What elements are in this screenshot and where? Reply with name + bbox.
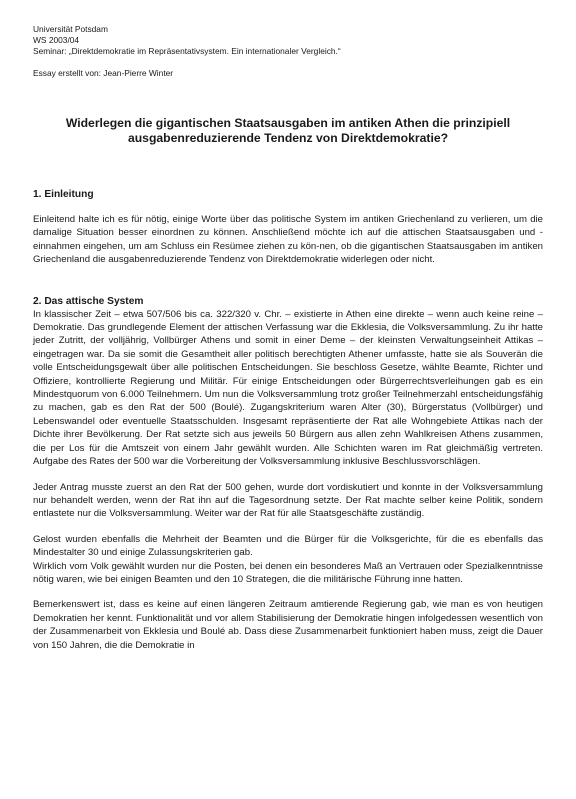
paragraph-attisches-system-2: Jeder Antrag musste zuerst an den Rat der 500 gehen, wurde dort vordiskutiert und konnte in der Volksversammlung nur behandelt werden, wenn der Rat ihn auf die Tagesordnung setzte. Der Rat machte selber keine Politik, sondern entlastete nur die Volksversammlung. Weiter war der Rat für alle Staatsgeschäfte zuständig. [33,481,543,520]
section-heading-einleitung: 1. Einleitung [33,189,94,200]
seminar-title: Seminar: „Direktdemokratie im Repräsentativsystem. Ein internationaler Vergleich.“ [33,46,341,56]
author-line: Essay erstellt von: Jean-Pierre Winter [33,68,174,78]
paragraph-attisches-system-4: Wirklich vom Volk gewählt wurden nur die Posten, bei denen ein besonderes Maß an Vertrauen oder Spezialkenntnisse nötig waren, wie bei einigen Beamten und den 10 Strategen, die die militärische Führung inne hatten. [33,560,543,585]
header-block [33,24,543,79]
essay-title: Widerlegen die gigantischen Staatsausgaben im antiken Athen die prinzipiell ausgabenreduzierende Tendenz von Direktdemokratie? [65,116,511,145]
semester-label: WS 2003/04 [33,35,80,45]
paragraph-attisches-system-5: Bemerkenswert ist, dass es keine auf einen längeren Zeitraum amtierende Regierung gab, wie man es von heutigen Demokratien her kennt. Funktionalität und vor allem Stabilisierung der Demokratie hingen infolgedessen wesentlich von der Zusammenarbeit von Ekklesia und Boulé ab. Dass diese Zusammenarbeit funktioniert haben muss, zeigt die Dauer von 150 Jahren, die die Demokratie in [33,599,543,651]
paragraph-attisches-system-1: In klassischer Zeit – etwa 507/506 bis ca. 322/320 v. Chr. – existierte in Athen eine direkte – wenn auch keine reine – Demokratie. Das grundlegende Element der attischen Verfassung war die Ekklesia, die Volksversammlung. Zu ihr hatte jeder Zutritt, der volljährig, Vollbürger Athens und somit in einer Deme – der kleinsten Verwaltungseinheit Attikas – eingetragen war. Da sie somit die Gesamtheit aller politisch berechtigten Athener umfasste, hatte sie als Souverän die volle Entscheidungsgewalt über alle politischen Entscheidungen. Sie beschloss Gesetze, wählte Beamte, Richter und Offiziere, kontrollierte Regierung und Militär. Für einige Entscheidungen oder Bürgerrechtsverleihungen gab es ein Mindestquorum von 6.000 Teilnehmern. Um nun die Volksversammlung trotz großer Teilnehmerzahl entscheidungsfähig zu machen, gab es den Rat der 500 (Boulé). Zugangskriterium waren Alter (30), Bürgerstatus (Vollbürger) und Lebenswandel oder eventuelle Staatsschulden. Insgesamt repräsentierte der Rat alle Wohngebiete Attikas nach der Dichte ihrer Bevölkerung. Der Rat setzte sich aus jeweils 50 Bürgern aus allen zehn Wahlkreisen Athens zusammen, die per Los für die Amtszeit von einem Jahr gewählt wurden. Alle Schichten waren im Rat gleichmäßig vertreten. Aufgabe des Rates der 500 war die Vorbereitung der Volksversammlung inklusive Beschlussvorschlägen. [33,308,543,468]
section-heading-attisches-system: 2. Das attische System [33,295,144,307]
paragraph-attisches-system-3: Gelost wurden ebenfalls die Mehrheit der Beamten und die Bürger für die Volksgerichte, für die es ebenfalls das Mindestalter 30 und einige Zulassungskriterien gab. [33,533,543,559]
university-name: Universität Potsdam [33,24,108,34]
paragraph-einleitung: Einleitend halte ich es für nötig, einige Worte über das politische System im antiken Griechenland zu verlieren, um die damalige Situation besser einordnen zu können. Anschließend möchte ich auf die attischen Staatsausgaben und -einnahmen eingehen, um am Schluss ein Resümee ziehen zu kön-nen, ob die gigantischen Staatsausgaben im antiken Griechenland die ausgabenreduzierende Tendenz von Direktdemokratie widerlegen oder nicht. [33,214,543,266]
document-page [33,24,543,652]
